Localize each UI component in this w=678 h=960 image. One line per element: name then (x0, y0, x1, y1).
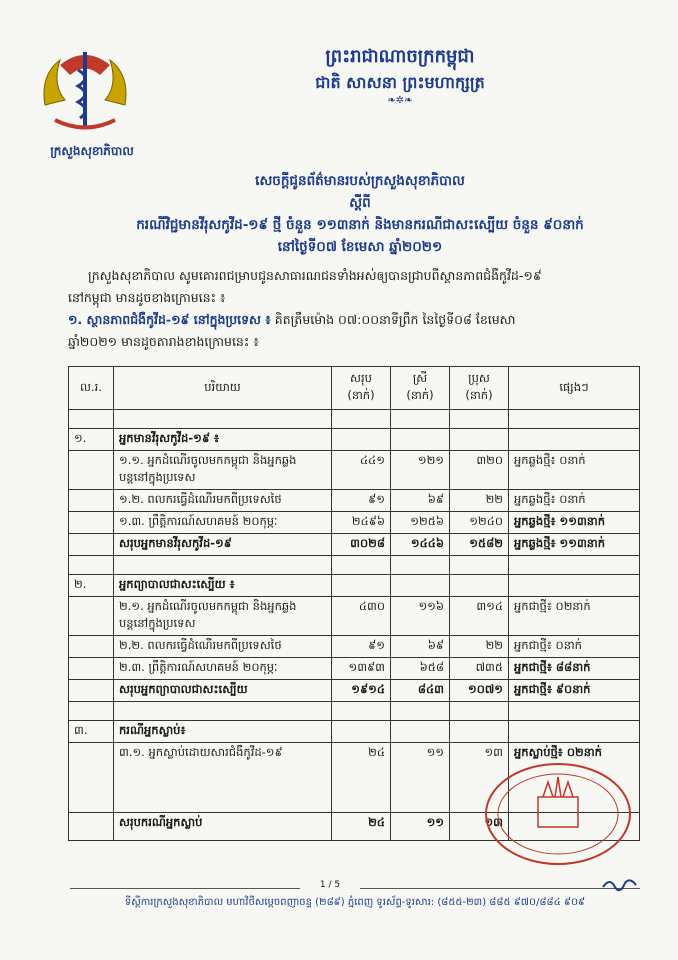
cell-male: ២២ (450, 490, 509, 512)
cell-other: អ្នកឆ្លងថ្មី៖ ០នាក់ (509, 490, 640, 512)
table-row (69, 636, 640, 658)
cell-female: ៨៤៣ (391, 680, 450, 702)
table-row (69, 512, 640, 534)
cell-other: អ្នកឆ្លងថ្មី៖ ០នាក់ (509, 451, 640, 490)
row-desc: ១.១. អ្នកដំណើរចូលមកកម្ពុជា និងអ្នកឆ្លង បន្តនៅក្នុងប្រទេស (114, 451, 332, 490)
row-desc: សរុបករណីអ្នកស្លាប់ (114, 813, 332, 841)
document-title (100, 170, 620, 258)
intro-line-1: ក្រសួងសុខាភិបាល សូមគោរពជម្រាបជូនសាធារណជនទាំងអស់ឲ្យបានជ្រាបពីស្ថានភាពជំងឺកូវីដ-១៩ (88, 268, 542, 283)
official-stamp (483, 762, 633, 867)
group-number: ៣. (69, 721, 114, 743)
cell-total: ៩១ (332, 636, 391, 658)
title-line-4: នៅថ្ងៃទី០៧ ខែមេសា ឆ្នាំ២០២១ (277, 239, 443, 255)
table-row (69, 658, 640, 680)
cell-other: អ្នកជាថ្មី៖ ៨៨នាក់ (509, 658, 640, 680)
cell-male: ១០៧១ (450, 680, 509, 702)
table-row (69, 575, 640, 597)
cell-other: អ្នកជាថ្មី៖ ០២នាក់ (509, 597, 640, 636)
cell-other: អ្នកឆ្លងថ្មី៖ ១១៣នាក់ (509, 512, 640, 534)
section-1-text: គិតត្រឹមម៉ោង ០៧:០០នាទីព្រឹក នៃថ្ងៃទី០៨ ខែមេសា (270, 312, 516, 327)
header-other: ផ្សេងៗ (509, 367, 640, 410)
header-desc: បរិយាយ (114, 367, 332, 410)
table-row (69, 680, 640, 702)
cell-male: ៣១៤ (450, 597, 509, 636)
cell-total: ១៩១៤ (332, 680, 391, 702)
title-line-1: សេចក្តីជូនព័ត៌មានរបស់ក្រសួងសុខាភិបាល (255, 173, 465, 189)
national-motto: ជាតិ សាសនា ព្រះមហាក្សត្រ (315, 73, 485, 92)
table-header-row (69, 367, 640, 410)
cell-other: អ្នកស្លាប់ថ្មី៖ ០២នាក់ (509, 743, 640, 813)
group-title: ករណីអ្នកស្លាប់៖ (114, 721, 332, 743)
table-row (69, 721, 640, 743)
header-no: ល.រ. (69, 367, 114, 410)
table-row (69, 429, 640, 451)
header-female: ស្រី (នាក់) (391, 367, 450, 410)
cell-female: ៦៥៨ (391, 658, 450, 680)
signature (600, 875, 640, 895)
table-row (69, 556, 640, 575)
header-male: ប្រុស (នាក់) (450, 367, 509, 410)
row-desc: សរុបអ្នកព្យាបាលជាសះស្បើយ (114, 680, 332, 702)
cell-male: ១២៤០ (450, 512, 509, 534)
cell-male: ៧៣៥ (450, 658, 509, 680)
table-row (69, 702, 640, 721)
row-desc: ២.១. អ្នកដំណើរចូលមកកម្ពុជា និងអ្នកឆ្លង បន្តនៅក្នុងប្រទេស (114, 597, 332, 636)
cell-total: ២៤៩៦ (332, 512, 391, 534)
intro-line-2: នៅកម្ពុជា មានដូចខាងក្រោមនេះ ៖ (68, 290, 226, 305)
cell-other: អ្នកជាថ្មី៖ ០នាក់ (509, 636, 640, 658)
cell-total: ៤៣០ (332, 597, 391, 636)
row-desc: សរុបអ្នកមានវីរុសកូវីដ-១៩ (114, 534, 332, 556)
cell-total: ៣០២៨ (332, 534, 391, 556)
ministry-logo (30, 40, 140, 140)
footer-address: ទីស្តីការក្រសួងសុខាភិបាល មហាវិថីសម្ដេចពញាចន្ទ (២៨៩) ភ្នំពេញ ទូរស័ព្ទ-ទូរសារ: (៨៥៥-២៣) ៨៨៥ ៩៧០/៨៨៤ ៩០៩ (124, 897, 586, 908)
section-1-line-2: ឆ្នាំ២០២១ មានដូចតារាងខាងក្រោមនេះ ៖ (68, 334, 259, 349)
cell-male: ១៥៨២ (450, 534, 509, 556)
table-row (69, 534, 640, 556)
cell-total: ១៣៩៣ (332, 658, 391, 680)
cell-total: ២៤ (332, 813, 391, 841)
header-total: សរុប (នាក់) (332, 367, 391, 410)
cell-female: ១៤៤៦ (391, 534, 450, 556)
row-desc: ១.២. ពលករធ្វើដំណើរមកពីប្រទេសថៃ (114, 490, 332, 512)
cell-female: ១១ (391, 743, 450, 813)
page-number: 1 / 5 (300, 880, 360, 890)
group-title: អ្នកព្យាបាលជាសះស្បើយ ៖ (114, 575, 332, 597)
cell-other: អ្នកឆ្លងថ្មី៖ ១១៣នាក់ (509, 534, 640, 556)
section-1 (68, 309, 638, 353)
cell-male: ៣២០ (450, 451, 509, 490)
cell-female: ១២៥៦ (391, 512, 450, 534)
group-number: ២. (69, 575, 114, 597)
cell-female: ៦៩ (391, 636, 450, 658)
intro-paragraph (68, 265, 638, 309)
group-number: ១. (69, 429, 114, 451)
cell-female: ១១៦ (391, 597, 450, 636)
cell-other: អ្នកជាថ្មី៖ ៩០នាក់ (509, 680, 640, 702)
row-desc: ២.៣. ព្រឹត្តិការណ៍សហគមន៍ ២០កុម្ភៈ (114, 658, 332, 680)
cell-male: ១៣ (450, 813, 509, 841)
title-line-3: ករណីវិជ្ជមានវីរុសកូវីដ-១៩ ថ្មី ចំនួន ១១៣នាក់ និងមានករណីជាសះស្បើយ ចំនួន ៩០នាក់ (136, 217, 584, 233)
row-desc: ១.៣. ព្រឹត្តិការណ៍សហគមន៍ ២០កុម្ភៈ (114, 512, 332, 534)
cell-female: ១១ (391, 813, 450, 841)
table-row (69, 410, 640, 429)
row-desc: ២.២. ពលករធ្វើដំណើរមកពីប្រទេសថៃ (114, 636, 332, 658)
cell-female: ៦៩ (391, 490, 450, 512)
ornament: ❧✲❧ (387, 95, 413, 106)
kingdom-name: ព្រះរាជាណាចក្រកម្ពុជា (325, 46, 475, 67)
row-desc: ៣.១. អ្នកស្លាប់ដោយសារជំងឺកូវីដ-១៩ (114, 743, 332, 813)
cell-female: ១២១ (391, 451, 450, 490)
table-row (69, 490, 640, 512)
table-row (69, 597, 640, 636)
cell-male: ២២ (450, 636, 509, 658)
cell-male: ១៣ (450, 743, 509, 813)
group-title: អ្នកមានវីរុសកូវីដ-១៩ ៖ (114, 429, 332, 451)
cell-total: ៩១ (332, 490, 391, 512)
cell-total: ២៤ (332, 743, 391, 813)
ministry-name: ក្រសួងសុខាភិបាល (50, 144, 134, 158)
table-row (69, 451, 640, 490)
section-1-heading: ១. ស្ថានភាពជំងឺកូវីដ-១៩ នៅក្នុងប្រទេស ៖ (68, 312, 271, 327)
cell-total: ៤៤១ (332, 451, 391, 490)
title-line-2: ស្តីពី (349, 195, 371, 211)
